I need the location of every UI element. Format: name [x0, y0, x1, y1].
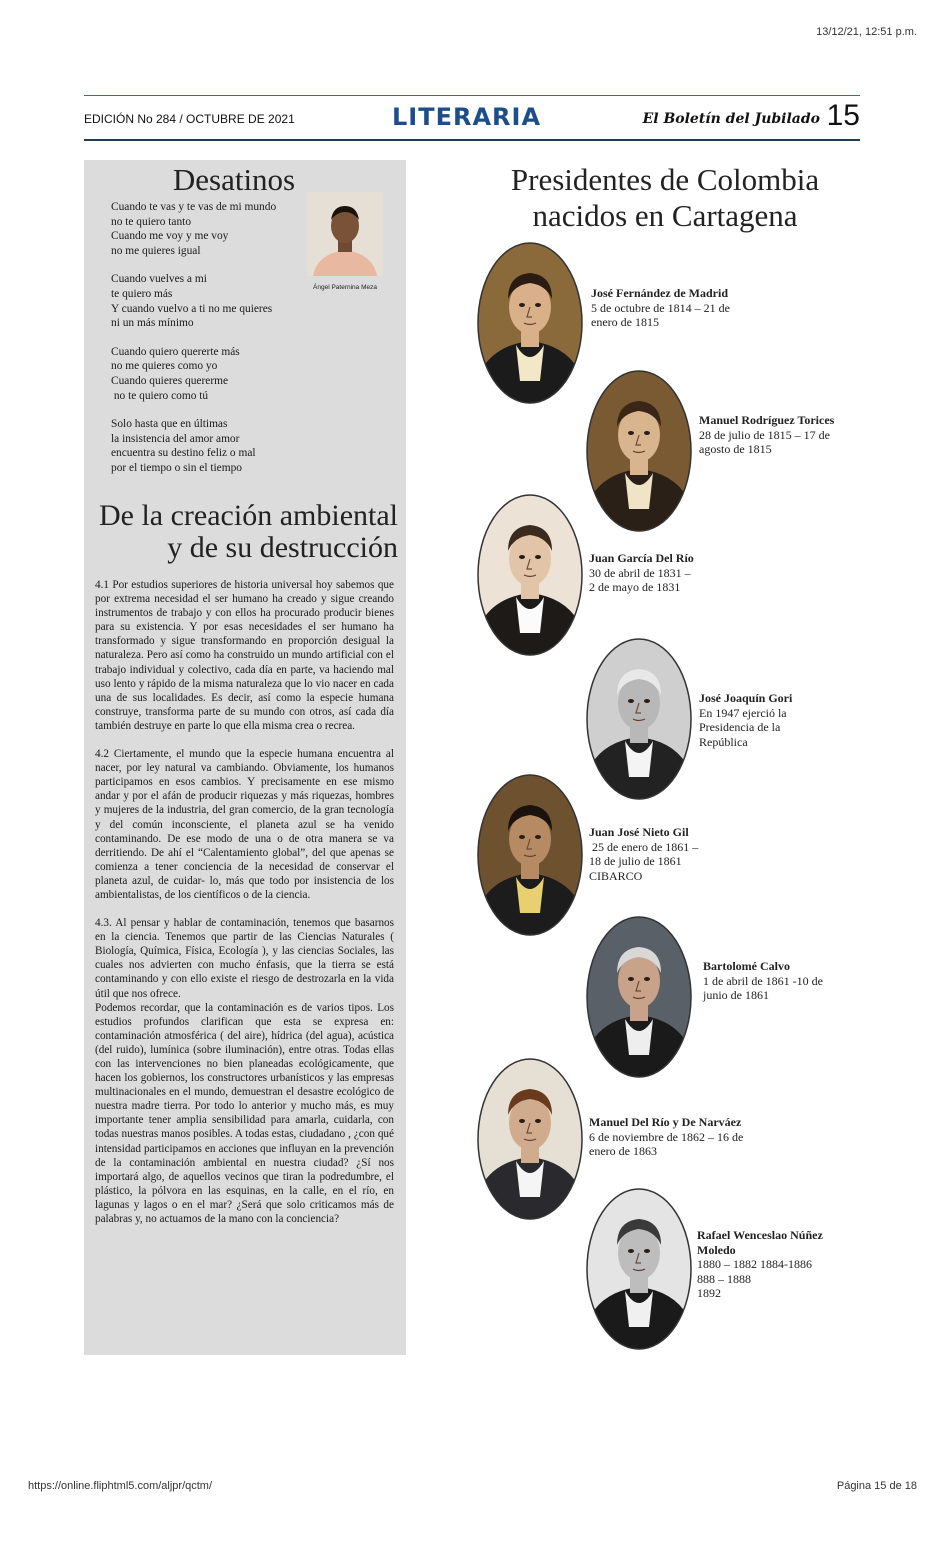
president-name: Bartolomé Calvo [703, 959, 790, 973]
president-term-dates: 6 de noviembre de 1862 – 16 de enero de 1863 [589, 1129, 744, 1158]
poem-stanza: Cuando quiero quererte más no me quieres como yo Cuando quieres quererme no te quiero como tú [111, 345, 240, 402]
poem-title: Desatinos [172, 162, 296, 197]
president-name: Juan García Del Río [589, 551, 694, 565]
president-name: José Joaquín Gori [699, 691, 793, 705]
essay-title-line: De la creación ambiental [98, 499, 398, 532]
masthead [84, 95, 860, 141]
president-name: Rafael Wenceslao Núñez Moledo [697, 1228, 823, 1257]
president-name: Juan José Nieto Gil [589, 825, 689, 839]
president-portrait [585, 637, 693, 801]
section-title: LITERARIA [392, 103, 542, 131]
page-number: 15 [826, 99, 860, 132]
masthead-bottom-rule [84, 139, 860, 141]
president-term-dates: 30 de abril de 1831 – 2 de mayo de 1831 [589, 565, 691, 594]
essay-title [84, 500, 398, 564]
poem-stanza: Cuando vuelves a mi te quiero más Y cuando vuelvo a ti no me quieres ni un más mínimo [111, 273, 273, 330]
page-url: https://online.fliphtml5.com/aljpr/qctm/ [28, 1480, 213, 1492]
president-portrait [476, 1057, 584, 1221]
president-term-dates: 5 de octubre de 1814 – 21 de enero de 1815 [591, 300, 730, 329]
president-portrait [476, 241, 584, 405]
president-term-dates: 1880 – 1882 1884-1886 888 – 1888 1892 [697, 1257, 812, 1300]
masthead-top-rule [84, 95, 860, 96]
publication-name: El Boletín del Jubilado [642, 111, 820, 127]
page-indicator: Página 15 de 18 [836, 1480, 917, 1492]
president-portrait [585, 369, 693, 533]
poem [111, 200, 311, 490]
president-term-dates: En 1947 ejerció la Presidencia de la República [699, 705, 787, 749]
president-name: José Fernández de Madrid [591, 286, 728, 300]
left-column [84, 160, 406, 1355]
essay-paragraph: Podemos recordar, que la contaminación es de varios tipos. Los estudios profundos clarifican que esta se expresa en: contaminación atmosférica ( del aire), hídrica (del agua), acústica (del ruido), lumínica (sobre iluminación), entre otras. Todas ellas con las intervenciones no bien planeadas ecológicamente, que hacen los gobiernos, los constructores urbanísticos y las empresas multinacionales en el mundo, demuestran el desastre ecológico de nuestra madre tierra. Por todo lo anterior y mucho más, es muy importante tener amplia sensibilidad para amarla, cuidarla, con todas nuestras manos posibles. A todas estas, ciudadano , ¿con qué intensidad participamos en acciones que influyan en la prevención de la contaminación ambiental en nuestra ciudad? ¿Sí nos importará algo, de aquellos vecinos que tiran la podredumbre, el plástico, la pólvora en las esquinas, en la calle, en el río, en lagunas y lagos o en el mar? ¿Será que solo criticamos más de palabras y, no actuamos de la mano con la conciencia? [95, 1001, 394, 1226]
author-caption: Ángel Paternina Meza [313, 284, 377, 291]
poem-stanza: Solo hasta que en últimas la insistencia del amor amor encuentra su destino feliz o mal por el tiempo o sin el tiempo [111, 418, 256, 474]
president-portrait [585, 1187, 693, 1351]
president-portrait [476, 493, 584, 657]
essay-title-line: y de su destrucción [167, 531, 398, 564]
president-term-dates: 25 de enero de 1861 – 18 de julio de 1861 CIBARCO [589, 839, 699, 883]
edition-label: EDICIÓN No 284 / OCTUBRE DE 2021 [84, 112, 295, 126]
president-term-dates: 1 de abril de 1861 -10 de junio de 1861 [703, 973, 823, 1002]
president-term-dates: 28 de julio de 1815 – 17 de agosto de 1815 [699, 427, 830, 456]
president-name: Manuel Del Río y De Narváez [589, 1115, 742, 1129]
essay-paragraph: 4.1 Por estudios superiores de historia universal hoy sabemos que por extrema necesidad el ser humano ha creado y sigue creando instrumentos de trabajo y con ellos ha procurado producir bienes para su existencia. Y por esas necesidades el ser humano ha transformado y sigue transformando en proporción desigual la naturaleza. Pero así como ha construido un mundo artificial con el trabajo individual y colectivo, cada día en parte, va haciendo mal uso lento y rápido de la misma naturaleza que lo vio nacer en cada una de sus localidades. Es decir, así como la especie humana construye, transforma parte de su mundo con otros, así cada día también destruye en parte lo que ella misma crea o recrea. [95, 579, 394, 732]
essay-paragraph: 4.2 Ciertamente, el mundo que la especie humana encuentra al nacer, por ley natural va cambiando. Obviamente, los humanos participamos en esos cambios. Y precisamente en ese mismo andar y por el afán de producir riquezas y más riquezas, hombres y mujeres de la industria, del gran comercio, de la gran tecnología y del común inconsciente, el planeta azul se ha venido contaminando. De ese modo de una o de otra manera se va derritiendo. De ahí el “Calentamiento global”, del que apenas se comienza a tener conciencia de la necesidad de conservar el planeta azul, de cuidar- lo, más que todo por insistencia de los ambientalistas, de los científicos o de la ciencia. [95, 748, 394, 901]
president-portrait [585, 915, 693, 1079]
presidents-title-line: nacidos en Cartagena [532, 198, 798, 233]
author-photo [307, 192, 383, 276]
essay-body [95, 578, 394, 1240]
president-portrait [476, 773, 584, 937]
presidents-title [450, 162, 880, 234]
essay-paragraph: 4.3. Al pensar y hablar de contaminación, tenemos que basarnos en la ciencia. Tenemos que partir de las Ciencias Naturales ( Biología, Química, Física, Ecología ), y las ciencias Sociales, las cuales nos advierten con mucho énfasis, que la tierra se está contaminando y con ello existe el riesgo de destrozarla en la vida útil que nos ofrece. [95, 917, 394, 1000]
print-timestamp: 13/12/21, 12:51 p.m. [816, 26, 917, 38]
president-name: Manuel Rodríguez Torices [699, 413, 835, 427]
presidents-title-line: Presidentes de Colombia [510, 162, 820, 197]
poem-stanza: Cuando te vas y te vas de mi mundo no te quiero tanto Cuando me voy y me voy no me quieres igual [111, 201, 277, 257]
